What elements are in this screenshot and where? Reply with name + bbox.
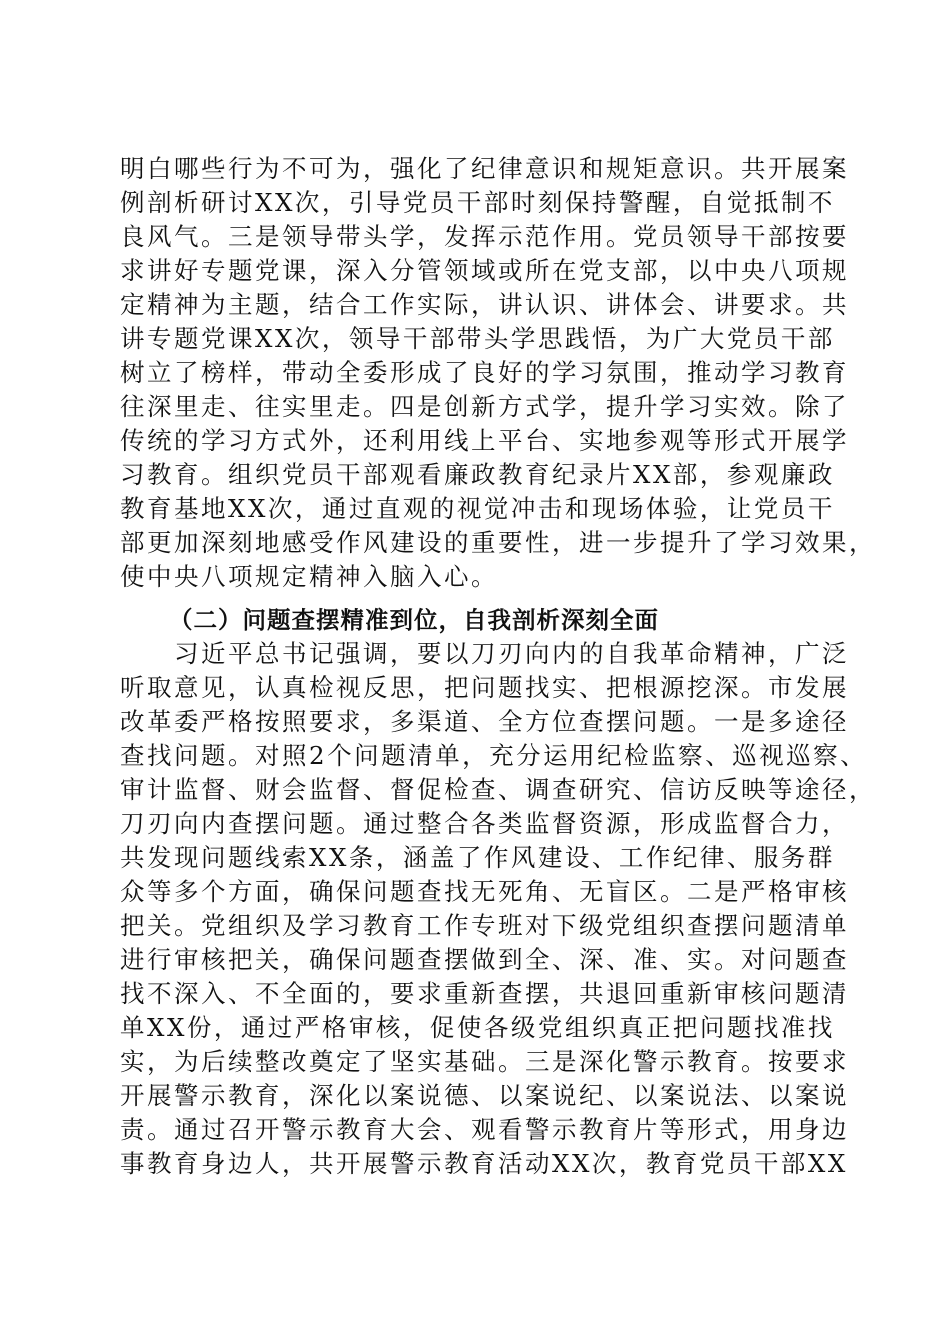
text-line: 实，为后续整改奠定了坚实基础。三是深化警示教育。按要求 — [120, 1047, 849, 1076]
text-line: 查找问题。对照2个问题清单，充分运用纪检监察、巡视巡察、 — [120, 741, 868, 770]
text-line: 例剖析研讨XX次，引导党员干部时刻保持警醒，自觉抵制不 — [120, 188, 835, 217]
text-line: 把关。党组织及学习教育工作专班对下级党组织查摆问题清单 — [120, 911, 849, 940]
text-line: 刀刃向内查摆问题。通过整合各类监督资源，形成监督合力， — [120, 809, 849, 838]
text-line: 明白哪些行为不可为，强化了纪律意识和规矩意识。共开展案 — [120, 154, 849, 183]
text-line: 找不深入、不全面的，要求重新查摆，共退回重新审核问题清 — [120, 979, 849, 1008]
section-heading: （二）问题查摆精准到位，自我剖析深刻全面 — [169, 606, 659, 634]
text-line: 众等多个方面，确保问题查找无死角、无盲区。二是严格审核 — [120, 877, 849, 906]
body-paragraph-1 — [120, 152, 876, 594]
text-line: 开展警示教育，深化以案说德、以案说纪、以案说法、以案说 — [120, 1081, 849, 1110]
text-line: 责。通过召开警示教育大会、观看警示教育片等形式，用身边 — [120, 1115, 849, 1144]
text-line: 教育基地XX次，通过直观的视觉冲击和现场体验，让党员干 — [120, 494, 835, 523]
body-paragraph-2 — [120, 637, 876, 1181]
text-line: 审计监督、财会监督、督促检查、调查研究、信访反映等途径， — [120, 775, 876, 804]
text-line: 讲专题党课XX次，领导干部带头学思践悟，为广大党员干部 — [120, 324, 835, 353]
text-line: 习近平总书记强调，要以刀刃向内的自我革命精神，广泛 — [120, 639, 849, 668]
text-line: 习教育。组织党员干部观看廉政教育纪录片XX部，参观廉政 — [120, 460, 835, 489]
text-line: 部更加深刻地感受作风建设的重要性，进一步提升了学习效果， — [120, 528, 876, 557]
text-line: 定精神为主题，结合工作实际，讲认识、讲体会、讲要求。共 — [120, 290, 849, 319]
text-line: 良风气。三是领导带头学，发挥示范作用。党员领导干部按要 — [120, 222, 849, 251]
text-line: 事教育身边人，共开展警示教育活动XX次，教育党员干部XX — [120, 1149, 848, 1178]
text-line: 树立了榜样，带动全委形成了良好的学习氛围，推动学习教育 — [120, 358, 849, 387]
text-line: 往深里走、往实里走。四是创新方式学，提升学习实效。除了 — [120, 392, 849, 421]
text-line: 求讲好专题党课，深入分管领域或所在党支部，以中央八项规 — [120, 256, 849, 285]
text-line: 共发现问题线索XX条，涵盖了作风建设、工作纪律、服务群 — [120, 843, 835, 872]
text-line: 进行审核把关，确保问题查摆做到全、深、准、实。对问题查 — [120, 945, 849, 974]
text-line: 听取意见，认真检视反思，把问题找实、把根源挖深。市发展 — [120, 673, 849, 702]
text-line: 使中央八项规定精神入脑入心。 — [120, 562, 498, 591]
text-line: 单XX份，通过严格审核，促使各级党组织真正把问题找准找 — [120, 1013, 835, 1042]
text-line: 传统的学习方式外，还利用线上平台、实地参观等形式开展学 — [120, 426, 849, 455]
text-line: 改革委严格按照要求，多渠道、全方位查摆问题。一是多途径 — [120, 707, 849, 736]
